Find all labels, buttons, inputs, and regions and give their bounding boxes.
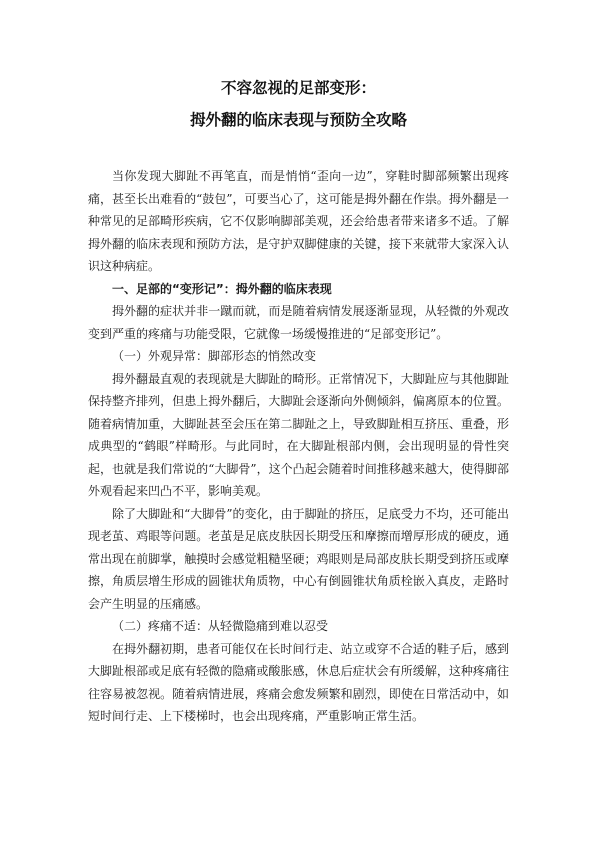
appearance-paragraph: 拇外翻最直观的表现就是大脚趾的畸形。正常情况下，大脚趾应与其他脚趾保持整齐排列，但患上拇外翻后，大脚趾会逐渐向外侧倾斜，偏离原本的位置。随着病情加重，大脚趾甚至会压在第二脚趾之上，导致脚趾相互挤压、重叠，形成典型的“鹤眼”样畸形。与此同时，在大脚趾根部内侧，会出现明显的骨性突起，也就是我们常说的“大脚骨”，这个凸起会随着时间推移越来越大，使得脚部外观看起来凹凸不平，影响美观。	[88, 371, 509, 498]
intro-paragraph: 当你发现大脚趾不再笔直，而是悄悄“歪向一边”，穿鞋时脚部频繁出现疼痛，甚至长出难看的“鼓包”，可要当心了，这可能是拇外翻在作祟。拇外翻是一种常见的足部畸形疾病，它不仅影响脚部美观，还会给患者带来诸多不适。了解拇外翻的临床表现和预防方法，是守护双脚健康的关键，接下来就带大家深入认识这种病症。	[88, 169, 509, 273]
subsection-heading-1: （一）外观异常：脚部形态的悄然改变	[112, 349, 317, 363]
pain-paragraph: 在拇外翻初期，患者可能仅在长时间行走、站立或穿不合适的鞋子后，感到大脚趾根部或足底有轻微的隐痛或酸胀感，休息后症状会有所缓解，这种疼痛往往容易被忽视。随着病情进展，疼痛会愈发频繁和剧烈，即使在日常活动中，如短时间行走、上下楼梯时，也会出现疼痛，严重影响正常生活。	[88, 641, 509, 723]
section-1-paragraph: 拇外翻的症状并非一蹴而就，而是随着病情发展逐渐显现，从轻微的外观改变到严重的疼痛与功能受限，它就像一场缓慢推进的“足部变形记”。	[88, 304, 509, 341]
document-title-line-2: 拇外翻的临床表现与预防全攻略	[189, 111, 407, 129]
subsection-heading-2: （二）疼痛不适：从轻微隐痛到难以忍受	[112, 619, 329, 633]
document-body	[88, 165, 509, 728]
section-heading-1: 一、足部的“变形记”：拇外翻的临床表现	[112, 281, 332, 296]
document-title-line-1: 不容忽视的足部变形：	[220, 79, 376, 97]
callus-paragraph: 除了大脚趾和“大脚骨”的变化，由于脚趾的挤压，足底受力不均，还可能出现老茧、鸡眼等问题。老茧是足底皮肤因长期受压和摩擦而增厚形成的硬皮，通常出现在前脚掌，触摸时会感觉粗糙坚硬；鸡眼则是局部皮肤长期受到挤压或摩擦，角质层增生形成的圆锥状角质物，中心有倒圆锥状角质栓嵌入真皮，走路时会产生明显的压痛感。	[88, 506, 509, 611]
